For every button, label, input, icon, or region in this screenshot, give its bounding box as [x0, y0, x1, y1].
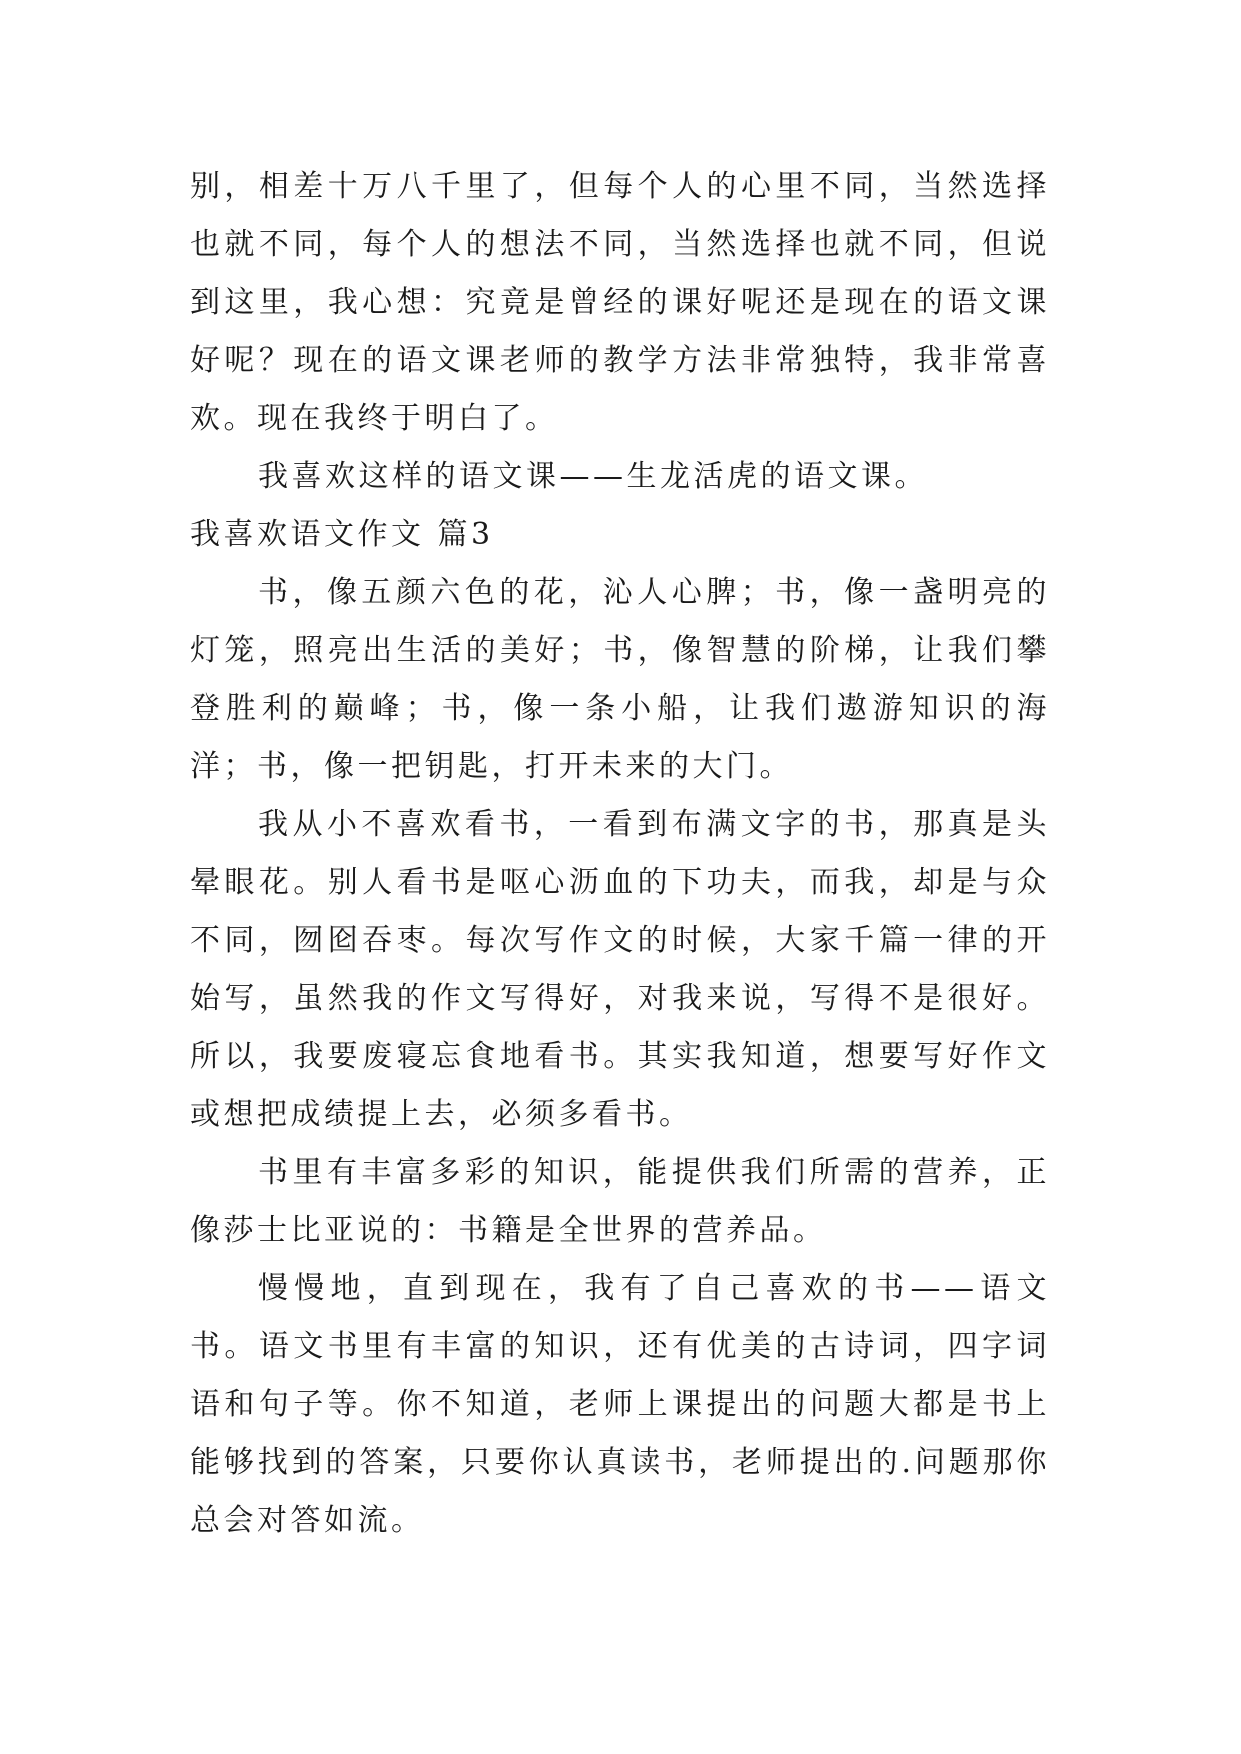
- document-body: [190, 158, 1050, 1550]
- paragraph-closing-sentence: 我喜欢这样的语文课——生龙活虎的语文课。: [258, 459, 928, 494]
- section-heading: 我喜欢语文作文 篇3: [190, 517, 494, 552]
- paragraph-book-metaphors: 书，像五颜六色的花，沁人心脾；书，像一盏明亮的灯笼，照亮出生活的美好；书，像智慧的阶梯，让我们攀登胜利的巅峰；书，像一条小船，让我们遨游知识的海洋；书，像一把钥匙，打开未来的大门。: [190, 575, 1050, 784]
- paragraph-chinese-textbook: 慢慢地，直到现在，我有了自己喜欢的书——语文书。语文书里有丰富的知识，还有优美的古诗词，四字词语和句子等。你不知道，老师上课提出的问题大都是书上能够找到的答案，只要你认真读书，老师提出的.问题那你总会对答如流。: [190, 1271, 1050, 1538]
- paragraph-shakespeare-quote: 书里有丰富多彩的知识，能提供我们所需的营养，正像莎士比亚说的：书籍是全世界的营养品。: [190, 1155, 1050, 1248]
- paragraph-childhood-reading: 我从小不喜欢看书，一看到布满文字的书，那真是头晕眼花。别人看书是呕心沥血的下功夫，而我，却是与众不同，囫囵吞枣。每次写作文的时候，大家千篇一律的开始写，虽然我的作文写得好，对我来说，写得不是很好。所以，我要废寝忘食地看书。其实我知道，想要写好作文或想把成绩提上去，必须多看书。: [190, 807, 1050, 1132]
- paragraph-continuation: 别，相差十万八千里了，但每个人的心里不同，当然选择也就不同，每个人的想法不同，当然选择也就不同，但说到这里，我心想：究竟是曾经的课好呢还是现在的语文课好呢？现在的语文课老师的教学方法非常独特，我非常喜欢。现在我终于明白了。: [190, 169, 1050, 436]
